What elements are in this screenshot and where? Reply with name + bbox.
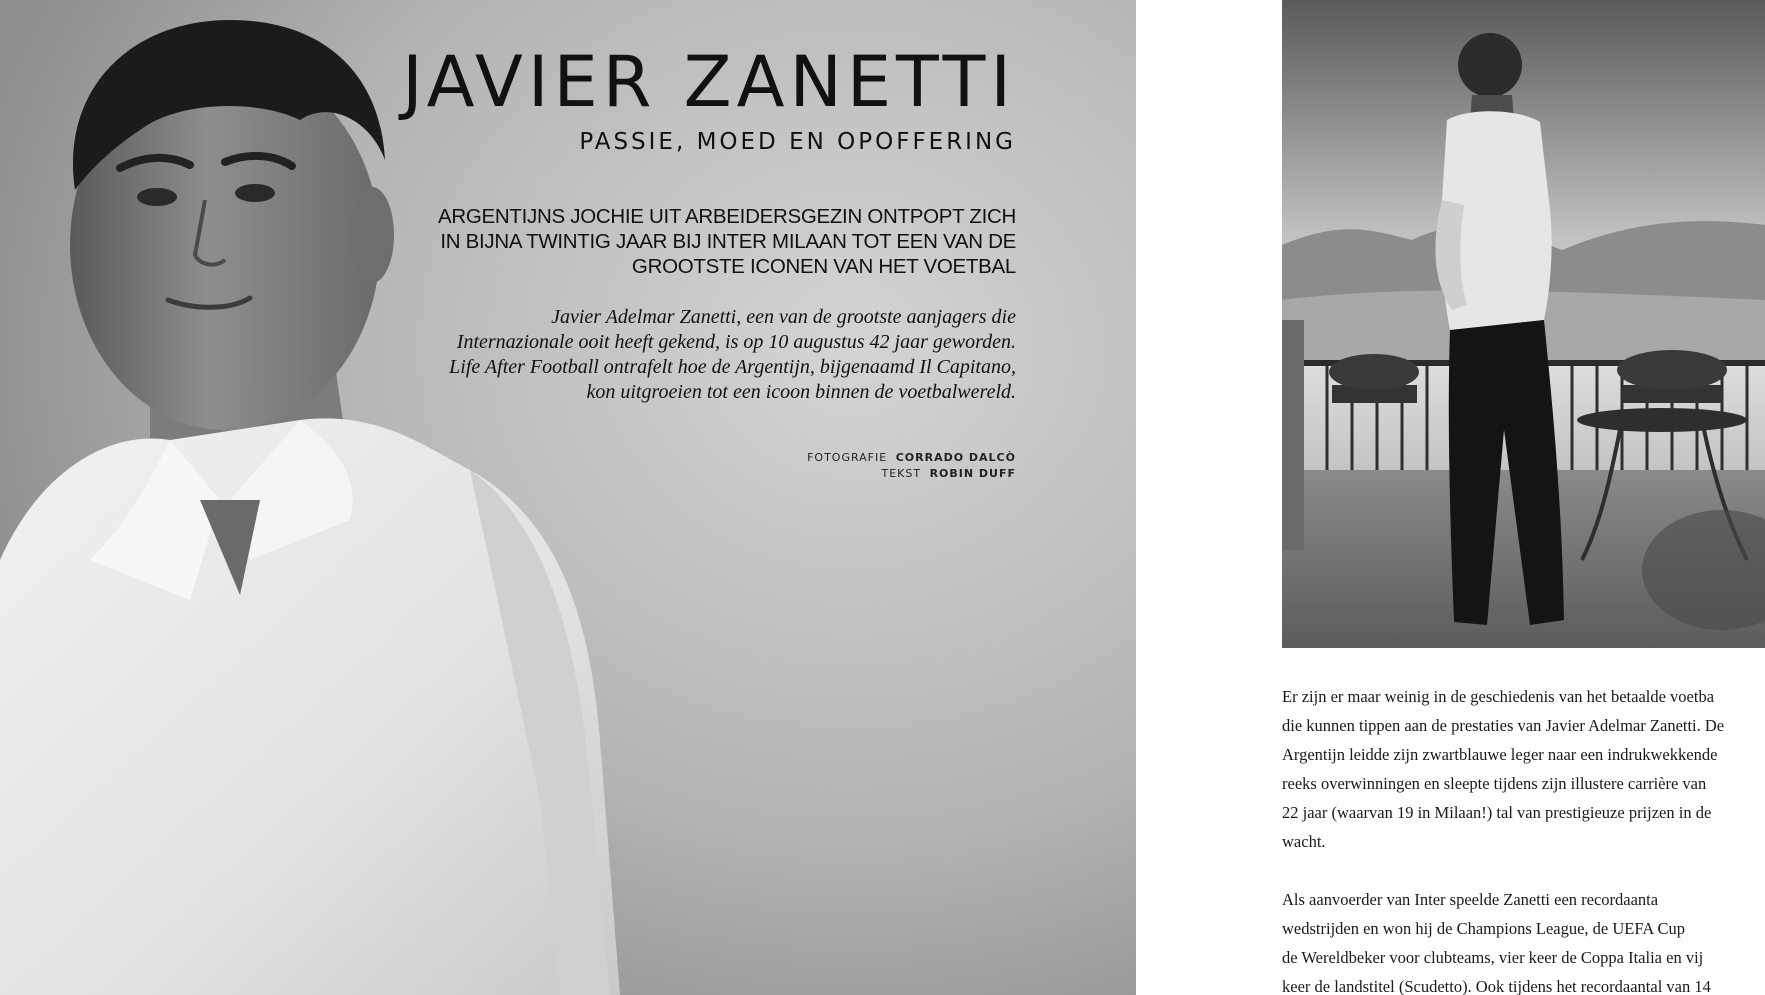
text-credit-label: TEKST [881, 466, 922, 480]
intro-line: kon uitgroeien tot een icoon binnen de voetbalwereld. [586, 380, 1016, 403]
body-paragraph [1282, 885, 1765, 995]
body-line: Als aanvoerder van Inter speelde Zanetti een recordaanta [1282, 890, 1659, 909]
deck-line: ARGENTIJNS JOCHIE UIT ARBEIDERSGEZIN ONTPOPT ZICH [438, 204, 1016, 228]
photo-credit-label: FOTOGRAFIE [807, 450, 888, 464]
deck-line: IN BIJNA TWINTIG JAAR BIJ INTER MILAAN TOT EEN VAN DE [440, 229, 1016, 253]
body-line: Er zijn er maar weinig in de geschiedenis van het betaalde voetba [1282, 687, 1715, 706]
photo-credit-name: CORRADO DALCÒ [895, 450, 1016, 464]
body-line: de Wereldbeker voor clubteams, vier keer de Coppa Italia en vij [1282, 948, 1704, 967]
body-line: reeks overwinningen en sleepte tijdens zijn illustere carrière van [1282, 774, 1707, 793]
body-line: Argentijn leidde zijn zwartblauwe leger naar een indrukwekkende [1282, 745, 1718, 764]
body-line: wacht. [1282, 832, 1326, 851]
body-line: 22 jaar (waarvan 19 in Milaan!) tal van prestigieuze prijzen in de [1282, 803, 1712, 822]
text-credit [316, 466, 1016, 482]
body-paragraph [1282, 682, 1765, 856]
article-intro [316, 305, 1016, 405]
deck-line: GROOTSTE ICONEN VAN HET VOETBAL [631, 254, 1016, 278]
text-credit-name: ROBIN DUFF [929, 466, 1016, 480]
body-line: die kunnen tippen aan de prestaties van Javier Adelmar Zanetti. De [1282, 716, 1725, 735]
intro-line: Internazionale ooit heeft gekend, is op 10 augustus 42 jaar geworden. [456, 330, 1016, 353]
terrace-photo [1282, 0, 1765, 648]
article-deck [316, 204, 1016, 279]
intro-line: Javier Adelmar Zanetti, een van de grootste aanjagers die [551, 305, 1016, 328]
article-subtitle: PASSIE, MOED EN OPOFFERING [579, 129, 1016, 155]
body-line: wedstrijden en won hij de Champions League, de UEFA Cup [1282, 919, 1685, 938]
title-block [316, 40, 1016, 482]
intro-line: Life After Football ontrafelt hoe de Argentijn, bijgenaamd Il Capitano, [449, 355, 1016, 378]
right-page [1136, 0, 1765, 995]
article-title: JAVIER ZANETTI [402, 41, 1016, 123]
body-line: keer de landstitel (Scudetto). Ook tijdens het recordaantal van 14 [1282, 977, 1711, 995]
photo-credit [316, 450, 1016, 466]
article-credits [316, 450, 1016, 482]
article-body [1282, 682, 1765, 995]
